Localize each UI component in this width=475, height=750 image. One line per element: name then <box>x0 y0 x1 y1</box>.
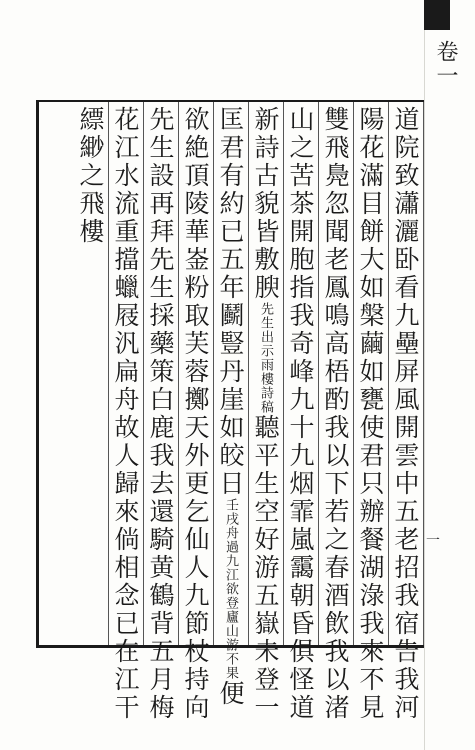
note-left: 登廬山游不果 <box>223 596 238 680</box>
page-fold-margin <box>424 0 475 750</box>
text-column-8 <box>144 102 179 722</box>
text-column-2 <box>354 102 389 722</box>
fold-ink-block <box>424 0 450 30</box>
note-right: 先生出示 <box>258 302 273 358</box>
text-column-4 <box>284 102 319 722</box>
text-column-9 <box>109 102 144 722</box>
column-text-after: 便 <box>216 680 245 708</box>
note-left: 雨樓詩稿 <box>258 358 273 414</box>
column-text: 雙飛鳧忽聞老鳳鳴高梧酌我以下若之春酒飲我以渚 <box>321 106 350 722</box>
text-column-3 <box>319 102 354 722</box>
column-text <box>214 106 248 708</box>
text-column-1 <box>389 102 424 722</box>
column-text: 先生設再拜先生採藥策白鹿我去還騎黄鶴背五月梅 <box>146 106 175 722</box>
column-text: 山之苦茶開胞指我奇峰九十九烟霏嵐靄朝昏俱怪道 <box>286 106 315 722</box>
column-text-before: 匡君有約已五年鬬豎丹崖如皎日 <box>216 106 245 498</box>
column-text <box>249 106 283 722</box>
fold-volume-title: 卷一 <box>433 40 458 88</box>
fold-line <box>424 0 425 750</box>
column-text: 花江水流重擋蠟屐汎扁舟故人歸來倘相念已在江干 <box>111 106 140 722</box>
column-text-before: 新詩古貌皆敷腴 <box>251 106 280 302</box>
column-text: 欲絶頂陵華崟粉取芙蓉擲天外更乞仙人九節杖持向 <box>181 106 210 722</box>
text-block-frame <box>36 100 424 722</box>
fold-page-number: 一 <box>426 533 440 549</box>
column-text-after: 聽平生空好游五嶽未登一 <box>251 414 280 722</box>
column-text: 縹緲之飛樓 <box>76 106 105 246</box>
text-column-6 <box>214 102 249 708</box>
column-text: 陽花滿目餅大如槃繭如甕使君只辦餐湖淥我來不見 <box>356 106 385 722</box>
interlinear-note <box>248 302 283 414</box>
text-column-5 <box>249 102 284 722</box>
interlinear-note <box>213 498 248 680</box>
column-text: 道院致瀟灑卧看九壘屏風開雲中五老招我宿告我河 <box>391 106 420 722</box>
text-column-7 <box>179 102 214 722</box>
note-right: 壬戌舟過九江欲 <box>223 498 238 596</box>
text-column-10 <box>74 102 109 645</box>
